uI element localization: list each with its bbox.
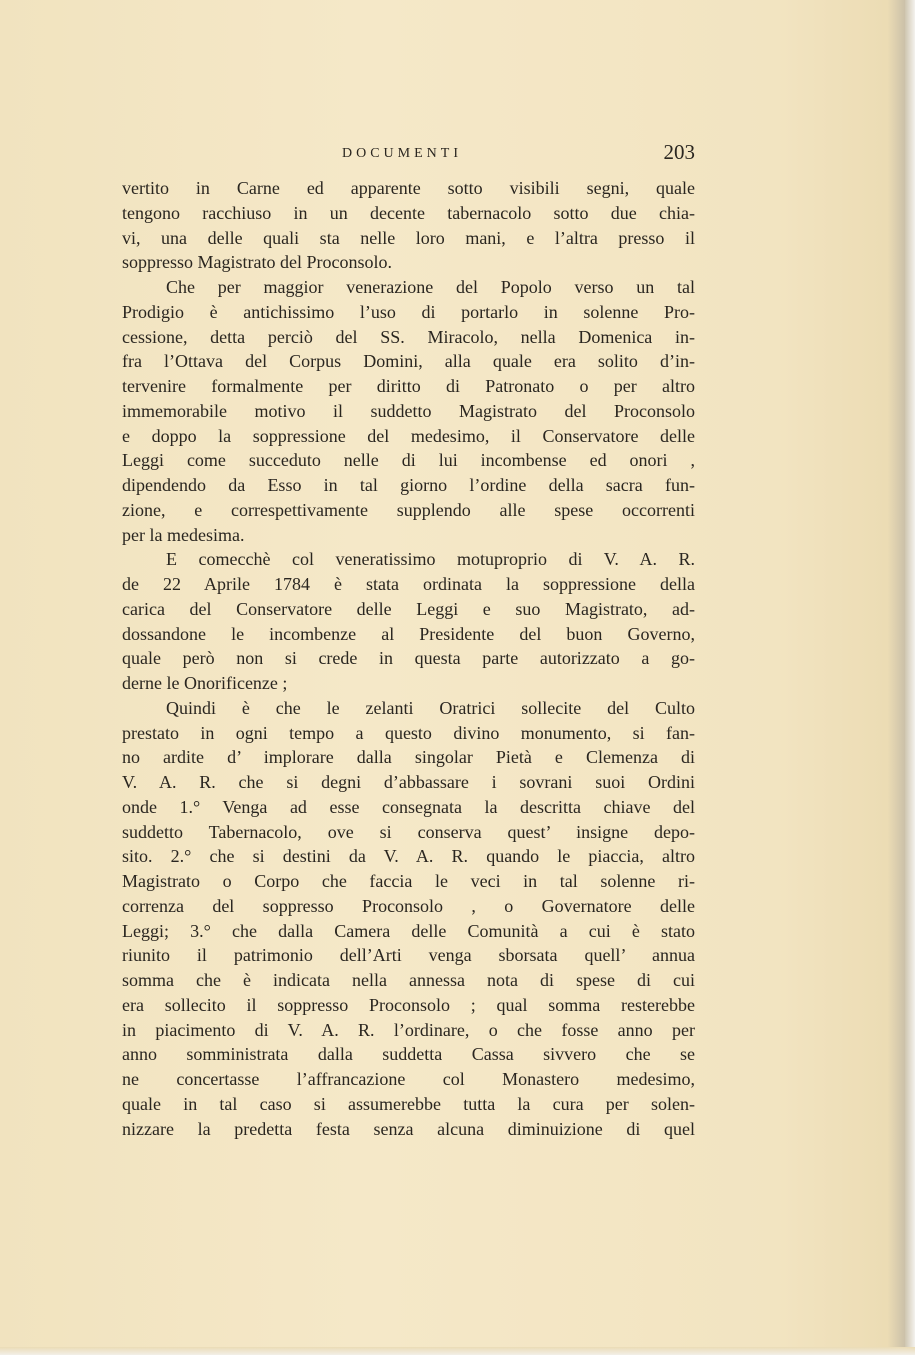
text-line: nizzare la predetta festa senza alcuna diminuizione di quel xyxy=(122,1118,695,1139)
text-line: sito. 2.° che si destini da V. A. R. quando le piaccia, altro xyxy=(122,846,695,867)
text-line: vertito in Carne ed apparente sotto visibili segni, quale xyxy=(122,178,695,198)
text-line: somma che è indicata nella annessa nota di spese di cui xyxy=(122,970,695,990)
page-edge-shadow xyxy=(905,0,915,1355)
text-line: suddetto Tabernacolo, ove si conserva quest’ insigne depo- xyxy=(122,821,695,842)
text-line: de 22 Aprile 1784 è stata ordinata la soppressione della xyxy=(122,574,695,594)
text-line: Che per maggior venerazione del Popolo verso un tal xyxy=(166,277,695,297)
page-header xyxy=(122,140,695,168)
text-line: tervenire formalmente per diritto di Patronato o per altro xyxy=(122,376,695,396)
text-line: tengono racchiuso in un decente tabernacolo sotto due chia- xyxy=(122,202,695,223)
text-line: dossandone le incombenze al Presidente del buon Governo, xyxy=(122,623,695,644)
text-line: prestato in ogni tempo a questo divino monumento, si fan- xyxy=(122,722,695,743)
text-line: era sollecito il soppresso Proconsolo ; qual somma resterebbe xyxy=(122,994,695,1015)
text-line: carica del Conservatore delle Leggi e suo Magistrato, ad- xyxy=(122,598,695,619)
text-line: in piacimento di V. A. R. l’ordinare, o che fosse anno per xyxy=(122,1019,695,1040)
text-line: riunito il patrimonio dell’Arti venga sborsata quell’ annua xyxy=(122,945,695,966)
body-text xyxy=(122,176,695,1141)
text-line: Leggi come succeduto nelle di lui incombense ed onori , xyxy=(122,450,695,471)
text-line: zione, e correspettivamente supplendo alle spese occorrenti xyxy=(122,499,695,520)
text-line: vi, una delle quali sta nelle loro mani, e l’altra presso il xyxy=(122,227,695,248)
text-line: Magistrato o Corpo che faccia le veci in tal solenne ri- xyxy=(122,871,695,891)
text-line: V. A. R. che si degni d’abbassare i sovrani suoi Ordini xyxy=(122,772,695,792)
text-line: Quindi è che le zelanti Oratrici sollecite del Culto xyxy=(166,697,695,718)
text-line: Prodigio è antichissimo l’uso di portarlo in solenne Pro- xyxy=(122,301,695,322)
text-line: Leggi; 3.° che dalla Camera delle Comunità a cui è stato xyxy=(122,920,695,941)
text-line: immemorabile motivo il suddetto Magistrato del Proconsolo xyxy=(122,400,695,421)
text-line: ne concertasse l’affrancazione col Monastero medesimo, xyxy=(122,1069,695,1089)
text-line: onde 1.° Venga ad esse consegnata la descritta chiave del xyxy=(122,796,695,817)
text-line: no ardite d’ implorare dalla singolar Pietà e Clemenza di xyxy=(122,747,695,768)
text-line: correnza del soppresso Proconsolo , o Governatore delle xyxy=(122,895,695,916)
text-line: e doppo la soppressione del medesimo, il Conservatore delle xyxy=(122,425,695,446)
text-line: soppresso Magistrato del Proconsolo. xyxy=(122,252,392,273)
page-bottom-edge xyxy=(0,1347,915,1355)
text-line: cessione, detta perciò del SS. Miracolo, nella Domenica in- xyxy=(122,326,695,347)
running-title: DOCUMENTI xyxy=(342,146,462,161)
text-line: fra l’Ottava del Corpus Domini, alla quale era solito d’in- xyxy=(122,351,695,372)
text-line: quale in tal caso si assumerebbe tutta la cura per solen- xyxy=(122,1093,695,1114)
text-line: E comecchè col veneratissimo motuproprio di V. A. R. xyxy=(166,549,695,570)
page-number: 203 xyxy=(663,140,695,164)
text-line: anno somministrata dalla suddetta Cassa sivvero che se xyxy=(122,1044,695,1065)
text-line: quale però non si crede in questa parte autorizzato a go- xyxy=(122,648,695,669)
text-line: dipendendo da Esso in tal giorno l’ordine della sacra fun- xyxy=(122,475,695,495)
text-line: per la medesima. xyxy=(122,524,245,545)
text-line: derne le Onorificenze ; xyxy=(122,673,288,693)
